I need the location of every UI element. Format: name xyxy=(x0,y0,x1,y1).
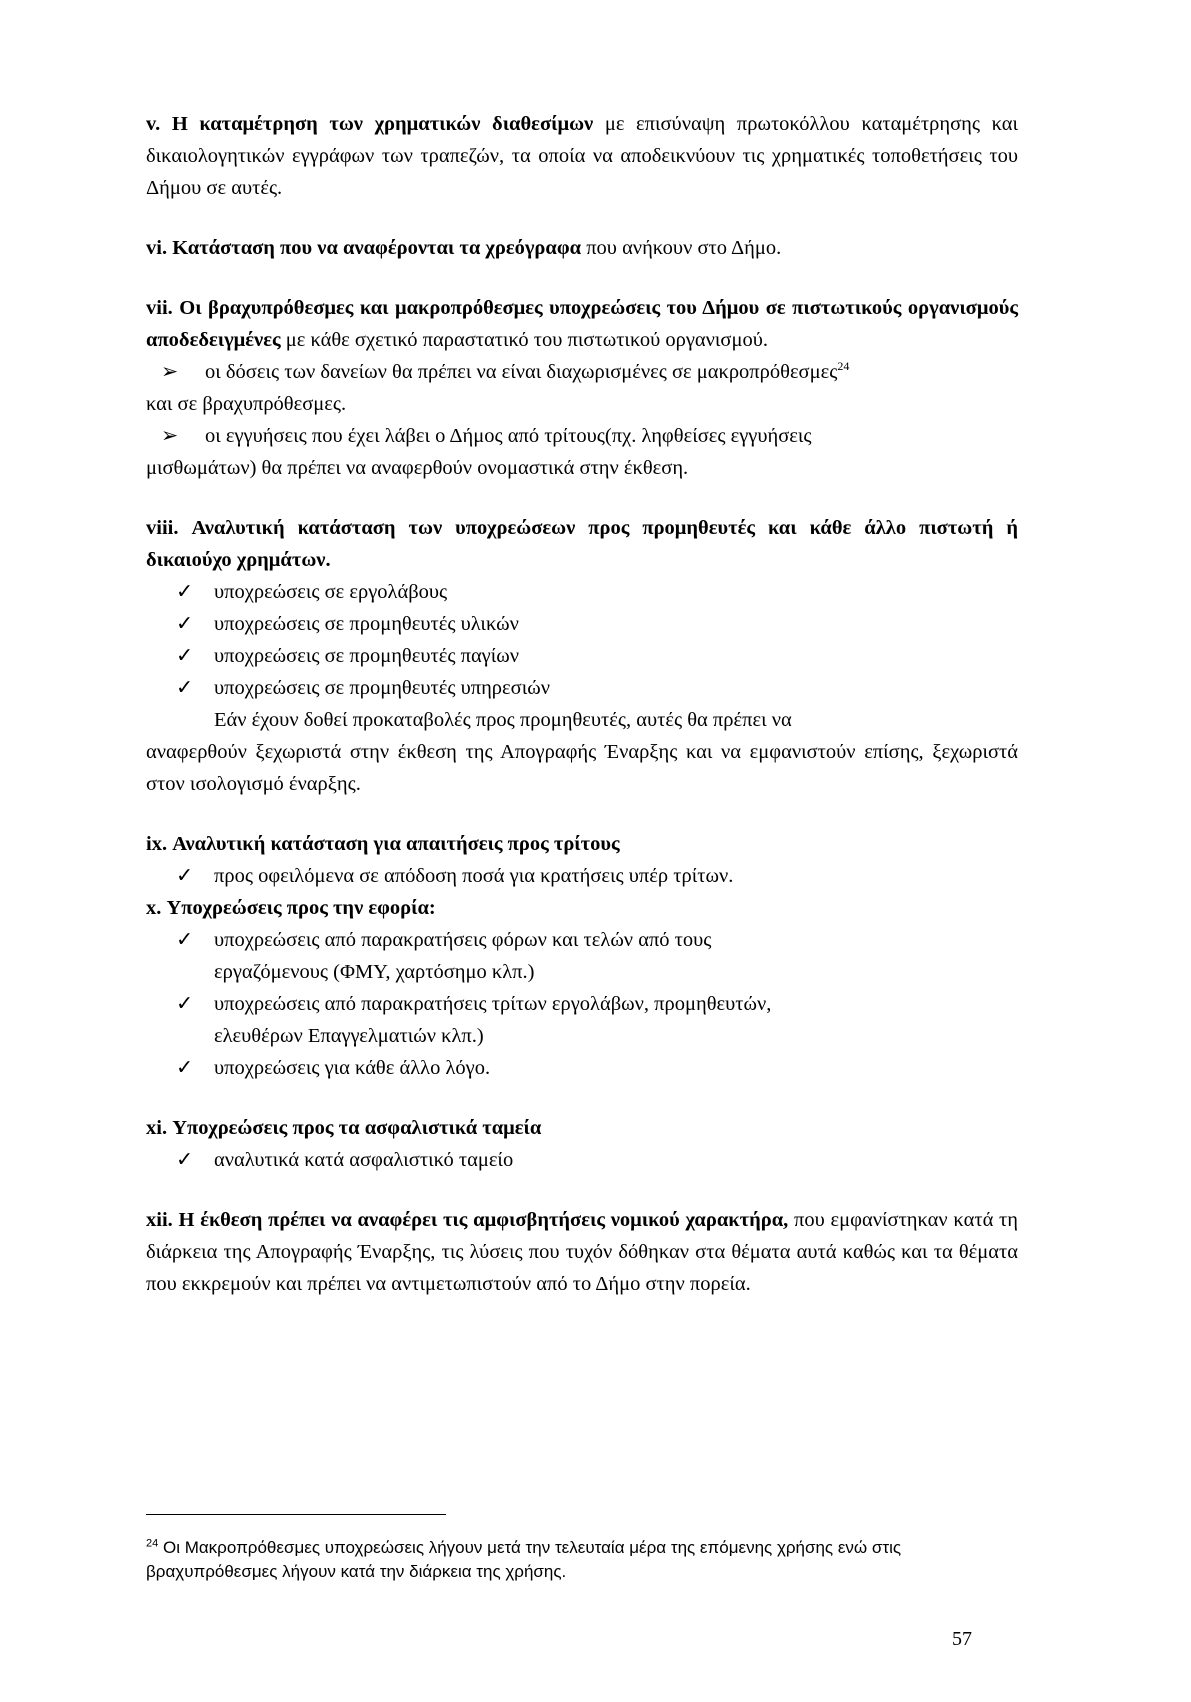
item-number: xi. xyxy=(146,1117,168,1139)
list-item xyxy=(176,924,1018,988)
item-xi xyxy=(146,1112,1018,1144)
check-icon: ✓ xyxy=(176,581,194,603)
list-item xyxy=(176,860,1018,892)
arrow-bullet-icon: ➢ xyxy=(161,361,179,383)
item-heading: Υποχρεώσεις προς τα ασφαλιστικά ταμεία xyxy=(172,1117,542,1139)
check-icon: ✓ xyxy=(176,1149,194,1171)
item-text: με επισύναψη πρωτοκόλλου καταμέτρησης και δικαιολογητικών εγγράφων των τραπεζών, τα οποία να αποδεικνύουν τις χρηματικές τοποθετήσεις του Δήμου σε αυτές. xyxy=(146,113,1018,199)
item-viii xyxy=(146,512,1018,576)
item-number: xii. xyxy=(146,1209,173,1231)
arrow-bullet-list xyxy=(146,356,1018,484)
footnote-ref: 24 xyxy=(837,359,850,374)
note-first-line: Εάν έχουν δοθεί προκαταβολές προς προμηθευτές, αυτές θα πρέπει να xyxy=(214,709,792,731)
list-item xyxy=(176,1052,1018,1084)
advance-payments-note xyxy=(146,704,1018,800)
check-icon: ✓ xyxy=(176,677,194,699)
check-text: υποχρεώσεις από παρακρατήσεις τρίτων εργολάβων, προμηθευτών, xyxy=(214,993,772,1015)
note-rest: αναφερθούν ξεχωριστά στην έκθεση της Απογραφής Έναρξης και να εμφανιστούν επίσης, ξεχωριστά στον ισολογισμό έναρξης. xyxy=(146,741,1018,795)
check-icon: ✓ xyxy=(176,993,194,1015)
list-item xyxy=(176,1144,1018,1176)
item-heading: Η έκθεση πρέπει να αναφέρει τις αμφισβητήσεις νομικού χαρακτήρα, xyxy=(178,1209,789,1231)
check-text: υποχρεώσεις σε προμηθευτές υπηρεσιών xyxy=(214,677,550,699)
item-text: που ανήκουν στο Δήμο. xyxy=(581,237,782,259)
check-text: αναλυτικά κατά ασφαλιστικό ταμείο xyxy=(214,1149,514,1171)
item-number: ix. xyxy=(146,833,168,855)
bullet-continuation: μισθωμάτων) θα πρέπει να αναφερθούν ονομαστικά στην έκθεση. xyxy=(146,457,689,479)
list-item xyxy=(176,640,1018,672)
list-item xyxy=(176,988,1018,1052)
page-number: 57 xyxy=(952,1628,972,1650)
footnote-mark: 24 xyxy=(146,1537,159,1550)
footnote-separator xyxy=(146,1514,446,1515)
item-heading: Κατάσταση που να αναφέρονται τα χρεόγραφα xyxy=(172,237,582,259)
check-text: υποχρεώσεις για κάθε άλλο λόγο. xyxy=(214,1057,491,1079)
item-text: με κάθε σχετικό παραστατικό του πιστωτικού οργανισμού. xyxy=(280,329,768,351)
check-icon: ✓ xyxy=(176,929,194,951)
bullet-continuation: και σε βραχυπρόθεσμες. xyxy=(146,393,347,415)
check-icon: ✓ xyxy=(176,645,194,667)
check-text: υποχρεώσεις σε προμηθευτές παγίων xyxy=(214,645,520,667)
item-heading: Οι βραχυπρόθεσμες και μακροπρόθεσμες υποχρεώσεις του Δήμου σε πιστωτικούς οργανισμούς αποδεδειγμένες xyxy=(146,297,1018,351)
check-text: υποχρεώσεις από παρακρατήσεις φόρων και τελών από τους xyxy=(214,929,712,951)
footnote xyxy=(146,1536,1026,1584)
item-vi xyxy=(146,232,1018,264)
list-item xyxy=(146,356,1018,420)
check-list xyxy=(146,860,1018,892)
list-item xyxy=(176,576,1018,608)
item-number: v. xyxy=(146,113,161,135)
item-ix xyxy=(146,828,1018,860)
check-icon: ✓ xyxy=(176,613,194,635)
check-text: υποχρεώσεις σε εργολάβους xyxy=(214,581,448,603)
item-heading: Αναλυτική κατάσταση των υποχρεώσεων προς προμηθευτές και κάθε άλλο πιστωτή ή δικαιούχο χρημάτων. xyxy=(146,517,1018,571)
item-vii xyxy=(146,292,1018,356)
item-heading: Υποχρεώσεις προς την εφορία: xyxy=(166,897,436,919)
item-number: vii. xyxy=(146,297,173,319)
check-list xyxy=(146,1144,1018,1176)
check-list xyxy=(146,924,1018,1084)
footnote-text: Οι Μακροπρόθεσμες υποχρεώσεις λήγουν μετά την τελευταία μέρα της επόμενης χρήσης ενώ στις βραχυπρόθεσμες λήγουν κατά την διάρκεια της χρήσης. xyxy=(146,1538,902,1581)
item-text: που εμφανίστηκαν κατά τη διάρκεια της Απογραφής Έναρξης, τις λύσεις που τυχόν δόθηκαν στα θέματα αυτά καθώς και τα θέματα που εκκρεμούν και πρέπει να αντιμετωπιστούν από το Δήμο στην πορεία. xyxy=(146,1209,1019,1295)
check-text-continuation: εργαζόμενους (ΦΜΥ, χαρτόσημο κλπ.) xyxy=(214,961,535,983)
item-number: viii. xyxy=(146,517,179,539)
list-item xyxy=(176,672,1018,704)
item-number: vi. xyxy=(146,237,168,259)
item-xii xyxy=(146,1204,1018,1300)
check-list xyxy=(146,576,1018,704)
check-icon: ✓ xyxy=(176,1057,194,1079)
bullet-text: οι δόσεις των δανείων θα πρέπει να είναι διαχωρισμένες σε μακροπρόθεσμες xyxy=(205,361,838,383)
check-text-continuation: ελευθέρων Επαγγελματιών κλπ.) xyxy=(214,1025,484,1047)
item-number: x. xyxy=(146,897,162,919)
item-x xyxy=(146,892,1018,924)
arrow-bullet-icon: ➢ xyxy=(161,425,179,447)
check-text: υποχρεώσεις σε προμηθευτές υλικών xyxy=(214,613,519,635)
item-v xyxy=(146,108,1018,204)
list-item xyxy=(176,608,1018,640)
bullet-text: οι εγγυήσεις που έχει λάβει ο Δήμος από τρίτους(πχ. ληφθείσες εγγυήσεις xyxy=(205,425,812,447)
list-item xyxy=(146,420,1018,484)
document-body xyxy=(146,108,1018,1300)
item-heading: Αναλυτική κατάσταση για απαιτήσεις προς τρίτους xyxy=(172,833,620,855)
check-text: προς οφειλόμενα σε απόδοση ποσά για κρατήσεις υπέρ τρίτων. xyxy=(214,865,734,887)
check-icon: ✓ xyxy=(176,865,194,887)
item-heading: Η καταμέτρηση των χρηματικών διαθεσίμων xyxy=(171,113,594,135)
